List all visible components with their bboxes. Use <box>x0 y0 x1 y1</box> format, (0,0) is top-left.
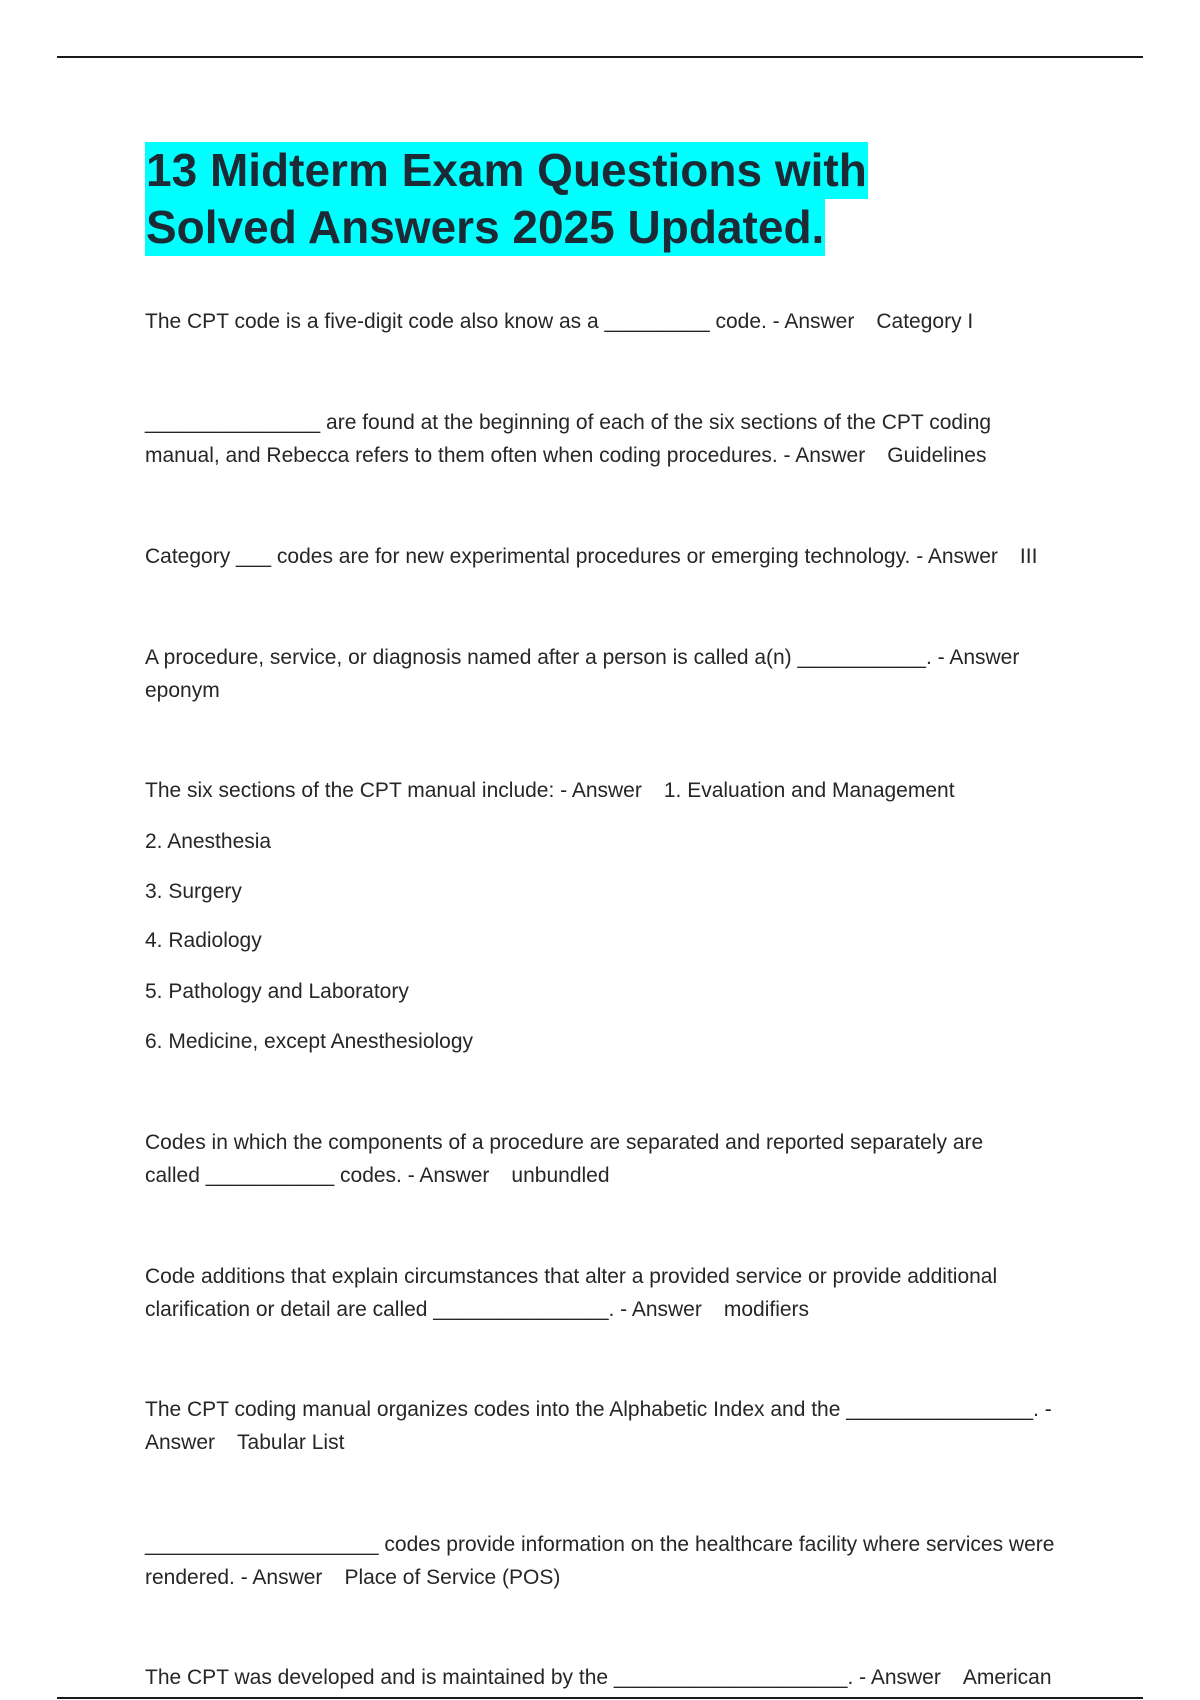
answer-text: III <box>1019 545 1038 568</box>
question-text: Code additions that explain circumstances that alter a provided service or provide additional <box>145 1265 998 1288</box>
list-item: 3. Surgery <box>145 880 242 903</box>
question-text: Category ___ codes are for new experimental procedures or emerging technology. - Answer <box>145 545 998 568</box>
question-text: The CPT was developed and is maintained by the ____________________. - Answer <box>145 1666 941 1689</box>
answer-text: 1. Evaluation and Management <box>663 779 955 802</box>
answer-text: Place of Service (POS) <box>344 1566 561 1589</box>
question-3 <box>145 540 1085 573</box>
answer-text: eponym <box>145 679 220 702</box>
question-text: The six sections of the CPT manual include: - Answer <box>145 779 642 802</box>
question-7 <box>145 1260 1085 1326</box>
list-item: 2. Anesthesia <box>145 830 272 853</box>
question-1 <box>145 305 1085 338</box>
list-item: 6. Medicine, except Anesthesiology <box>145 1030 474 1053</box>
question-text: A procedure, service, or diagnosis named after a person is called a(n) ___________. - Answer <box>145 646 1020 669</box>
bottom-rule <box>57 1697 1143 1699</box>
question-text: called ___________ codes. - Answer <box>145 1164 490 1187</box>
question-text: Answer <box>145 1431 216 1454</box>
question-text: manual, and Rebecca refers to them often when coding procedures. - Answer <box>145 444 866 467</box>
answer-text: modifiers <box>723 1298 810 1321</box>
document-title <box>145 142 1145 256</box>
answer-text: Tabular List <box>237 1431 345 1454</box>
title-line-1: 13 Midterm Exam Questions with <box>145 142 868 199</box>
question-5 <box>145 774 1085 807</box>
question-4 <box>145 641 1085 707</box>
question-text: ____________________ codes provide information on the healthcare facility where services were <box>145 1533 1055 1556</box>
answer-text: Category I <box>876 310 974 333</box>
list-item: 4. Radiology <box>145 929 262 952</box>
answer-text: unbundled <box>511 1164 610 1187</box>
top-rule <box>57 56 1143 58</box>
question-text: Codes in which the components of a procedure are separated and reported separately are <box>145 1131 984 1154</box>
answer-text: American <box>962 1666 1052 1689</box>
question-text: _______________ are found at the beginning of each of the six sections of the CPT coding <box>145 411 992 434</box>
question-text: clarification or detail are called _______________. - Answer <box>145 1298 702 1321</box>
question-text: rendered. - Answer <box>145 1566 323 1589</box>
question-8 <box>145 1393 1085 1459</box>
question-10 <box>145 1661 1085 1694</box>
question-text: The CPT code is a five-digit code also know as a _________ code. - Answer <box>145 310 855 333</box>
question-6 <box>145 1126 1085 1192</box>
title-line-2: Solved Answers 2025 Updated. <box>145 199 825 256</box>
question-2 <box>145 406 1085 472</box>
list-item: 5. Pathology and Laboratory <box>145 980 409 1003</box>
question-9 <box>145 1528 1085 1594</box>
question-text: The CPT coding manual organizes codes into the Alphabetic Index and the ________________. - <box>145 1398 1052 1421</box>
answer-text: Guidelines <box>887 444 987 467</box>
